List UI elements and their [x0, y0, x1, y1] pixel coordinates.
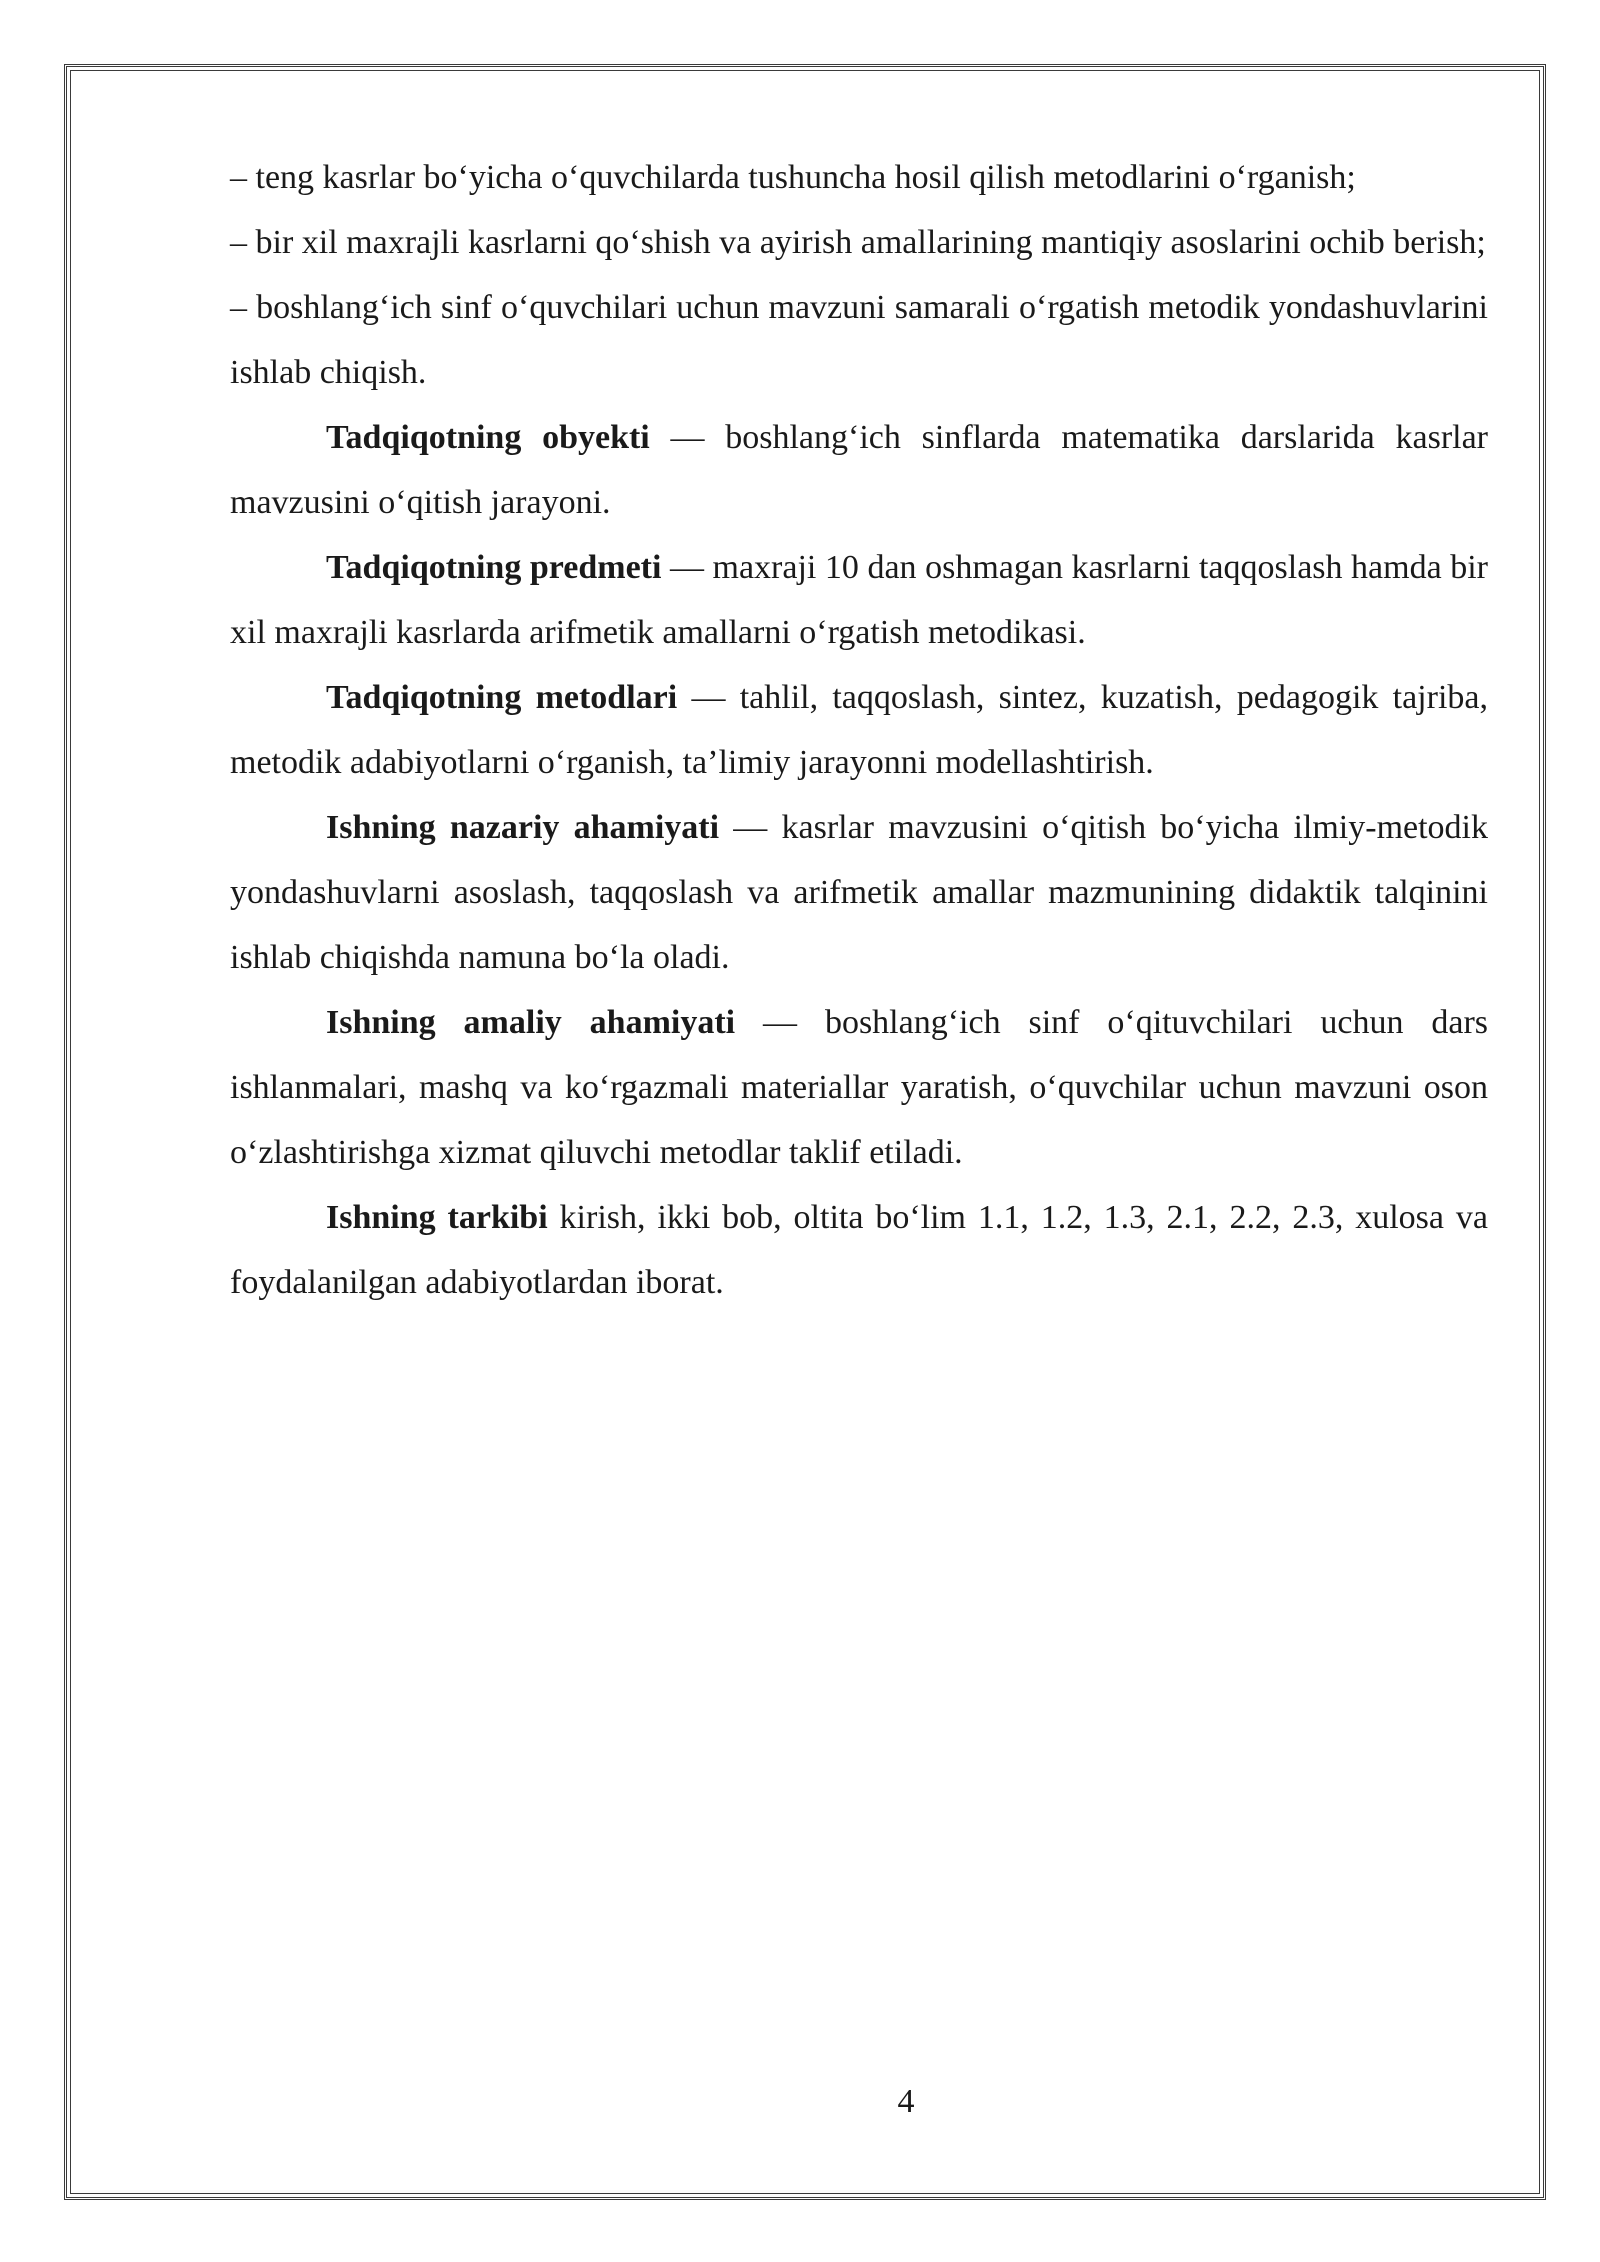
list-item: – bir xil maxrajli kasrlarni qo‘shish va ayirish amallarining mantiqiy asoslarini ochib berish; [230, 224, 1486, 261]
paragraph-practical-significance [230, 990, 1488, 1185]
paragraph-research-methods [230, 665, 1488, 795]
paragraph-research-object [230, 405, 1488, 535]
page-number: 4 [897, 2083, 915, 2120]
paragraph-text: — maxraji 10 dan oshmagan kasrlarni taqqoslash hamda bir xil maxrajli kasrlarda arifmetik amallarni o‘rgatish metodikasi. [230, 549, 1488, 651]
paragraph-theoretical-significance [230, 795, 1488, 990]
paragraph-research-subject [230, 535, 1488, 665]
paragraph-text: — kasrlar mavzusini o‘qitish bo‘yicha ilmiy-metodik yondashuvlarni asoslash, taqqoslash va arifmetik amallar mazmunining didaktik talqinini ishlab chiqishda namuna bo‘la oladi. [230, 809, 1488, 976]
document-body [230, 145, 1488, 1315]
paragraph-title: Ishning tarkibi [326, 1199, 548, 1236]
list-item: – boshlang‘ich sinf o‘quvchilari uchun mavzuni samarali o‘rgatish metodik yondashuvlarini ishlab chiqish. [230, 289, 1488, 391]
paragraph-title: Ishning amaliy ahamiyati [326, 1004, 736, 1041]
paragraph-title: Tadqiqotning obyekti [326, 419, 650, 456]
paragraph-text: — boshlang‘ich sinflarda matematika darslarida kasrlar mavzusini o‘qitish jarayoni. [230, 419, 1488, 521]
paragraph-text: — tahlil, taqqoslash, sintez, kuzatish, pedagogik tajriba, metodik adabiyotlarni o‘rganish, ta’limiy jarayonni modellashtirish. [230, 679, 1488, 781]
paragraph-work-structure [230, 1185, 1488, 1315]
paragraph-title: Ishning nazariy ahamiyati [326, 809, 720, 846]
list-item: – teng kasrlar bo‘yicha o‘quvchilarda tushuncha hosil qilish metodlarini o‘rganish; [230, 159, 1356, 196]
paragraph-title: Tadqiqotning predmeti [326, 549, 662, 586]
paragraph-title: Tadqiqotning metodlari [326, 679, 678, 716]
paragraph-text: kirish, ikki bob, oltita bo‘lim 1.1, 1.2, 1.3, 2.1, 2.2, 2.3, xulosa va foydalanilgan adabiyotlardan iborat. [230, 1199, 1488, 1301]
paragraph-text: — boshlang‘ich sinf o‘qituvchilari uchun dars ishlanmalari, mashq va ko‘rgazmali materiallar yaratish, o‘quvchilar uchun mavzuni oson o‘zlashtirishga xizmat qiluvchi metodlar taklif etiladi. [230, 1004, 1488, 1171]
